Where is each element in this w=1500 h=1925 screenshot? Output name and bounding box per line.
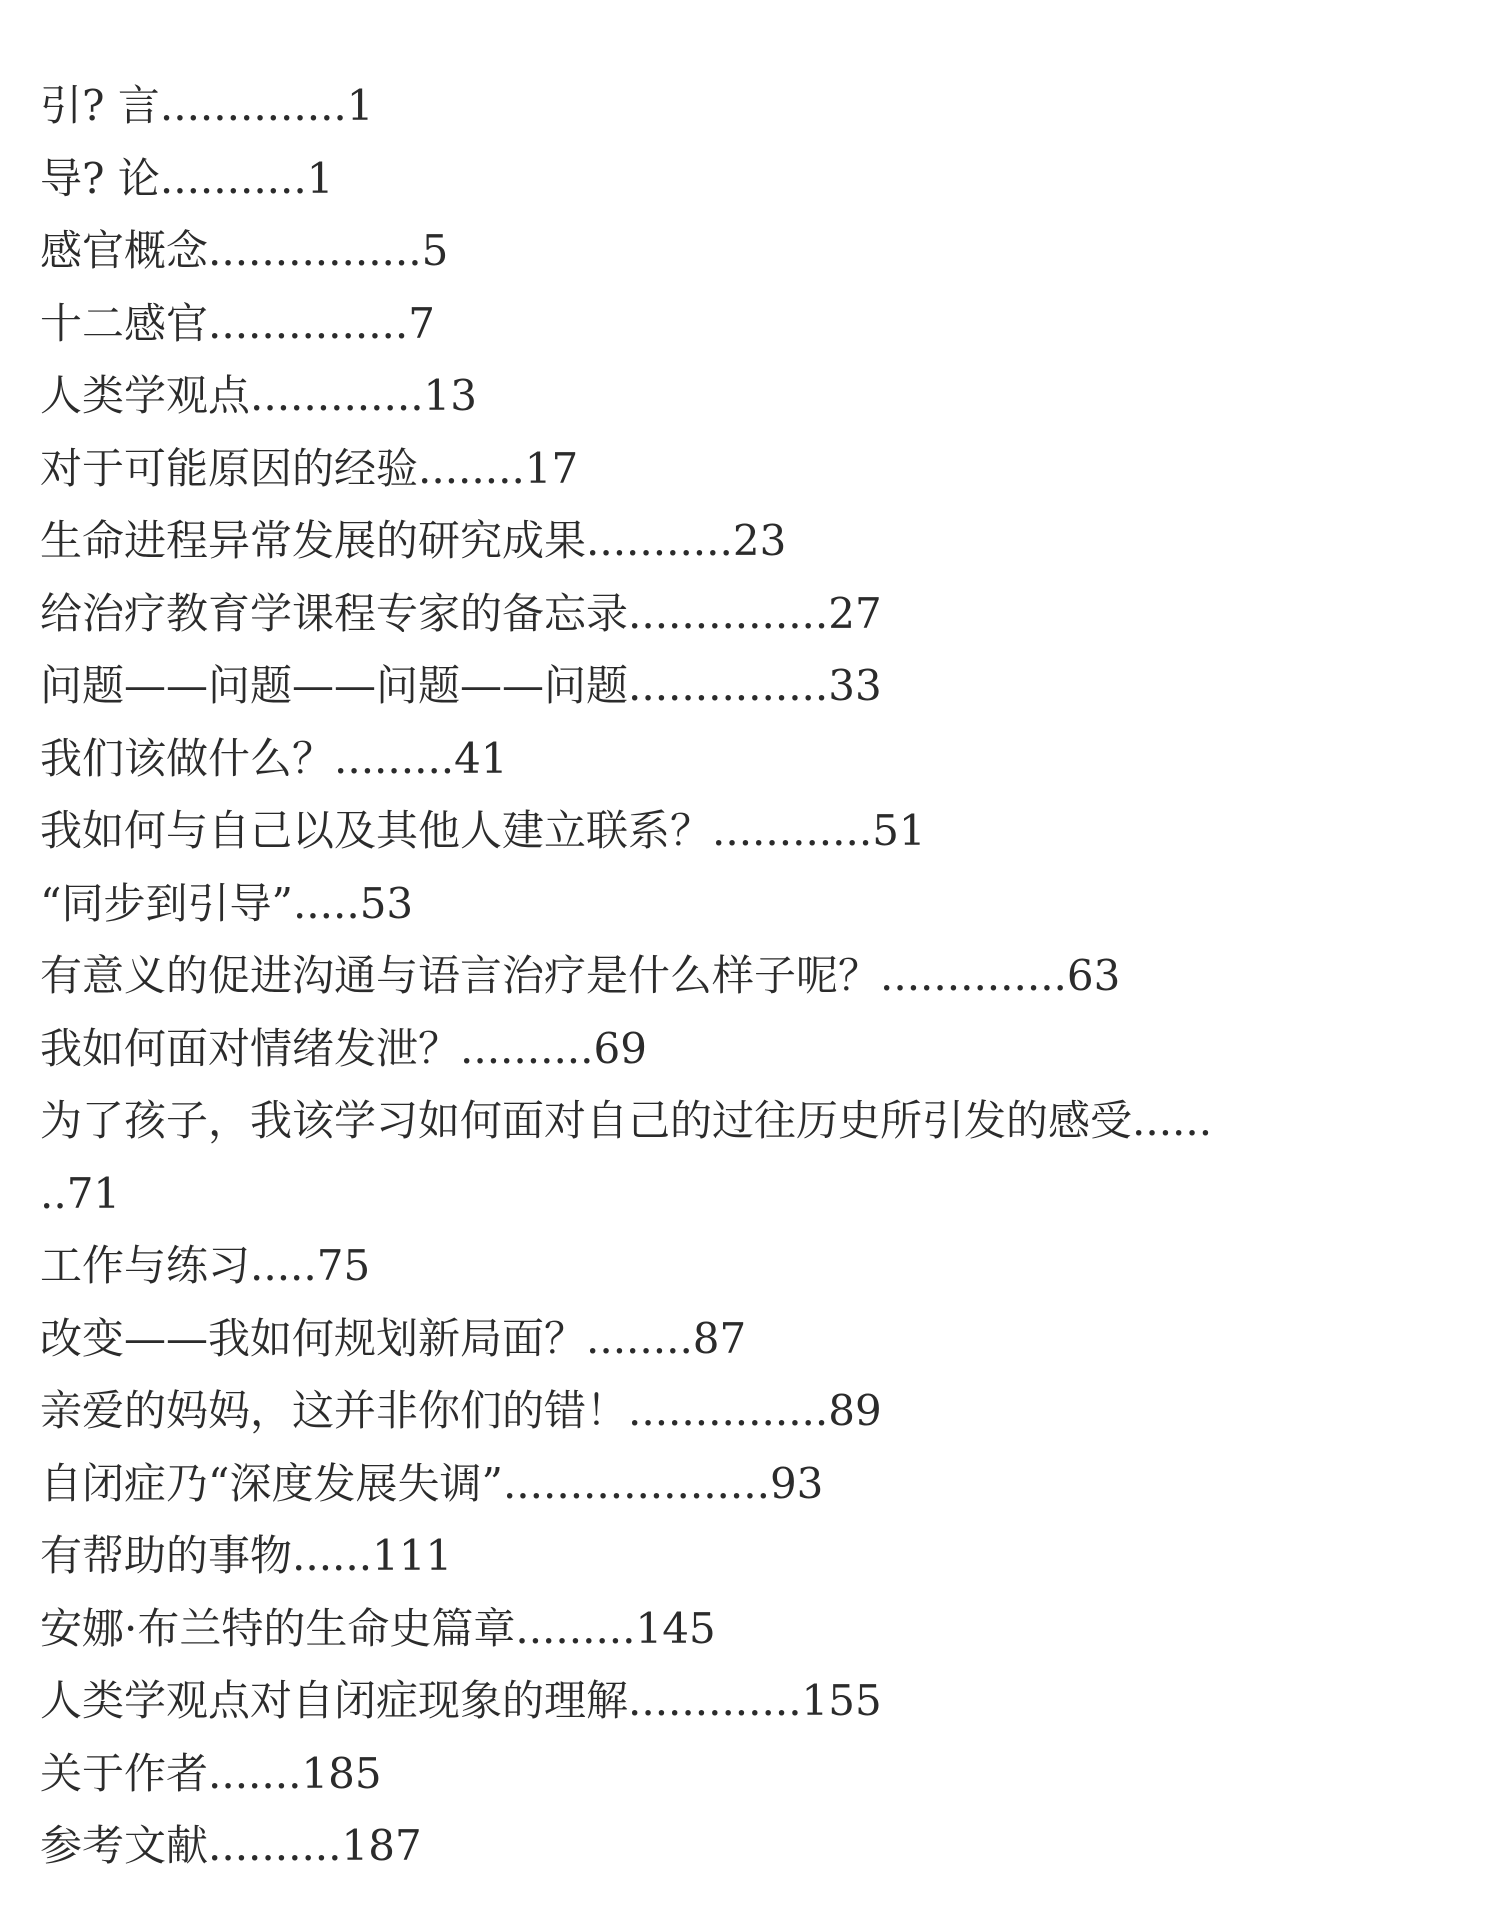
toc-entry[interactable]: 我们该做什么？.........41 — [40, 733, 508, 783]
toc-entry[interactable]: “同步到引导”.....53 — [40, 878, 414, 928]
toc-entry[interactable]: 为了孩子，我该学习如何面对自己的过往历史所引发的感受...... — [40, 1096, 1213, 1145]
toc-entry[interactable]: 自闭症乃“深度发展失调”....................93 — [40, 1458, 824, 1508]
toc-entry[interactable]: 我如何与自己以及其他人建立联系？............51 — [40, 806, 926, 855]
toc-entry[interactable]: 导? 论...........1 — [40, 153, 334, 203]
toc-entry[interactable]: 感官概念................5 — [40, 226, 449, 275]
toc-entry[interactable]: 我如何面对情绪发泄？..........69 — [40, 1023, 647, 1073]
toc-entry[interactable]: 问题——问题——问题——问题...............33 — [40, 661, 882, 710]
table-of-contents — [0, 70, 1500, 1883]
toc-entry[interactable]: 关于作者.......185 — [40, 1748, 382, 1798]
toc-entry[interactable]: 十二感官...............7 — [40, 298, 435, 348]
toc-entry[interactable]: 人类学观点对自闭症现象的理解.............155 — [40, 1676, 882, 1725]
toc-entry[interactable]: 有帮助的事物......111 — [40, 1531, 453, 1580]
toc-entry[interactable]: 对于可能原因的经验........17 — [40, 443, 579, 493]
toc-entry[interactable]: 参考文献..........187 — [40, 1821, 422, 1870]
toc-entry[interactable]: 人类学观点.............13 — [40, 371, 478, 420]
toc-entry[interactable]: 有意义的促进沟通与语言治疗是什么样子呢？..............63 — [40, 951, 1121, 1000]
toc-entry[interactable]: 安娜·布兰特的生命史篇章.........145 — [40, 1603, 716, 1653]
toc-entry[interactable]: 改变——我如何规划新局面？........87 — [40, 1313, 747, 1363]
toc-entry[interactable]: 引? 言..............1 — [40, 81, 374, 130]
toc-entry-continuation[interactable]: ..71 — [40, 1168, 121, 1218]
toc-entry[interactable]: 亲爱的妈妈，这并非你们的错！...............89 — [40, 1386, 882, 1435]
toc-entry[interactable]: 给治疗教育学课程专家的备忘录...............27 — [40, 588, 882, 638]
toc-entry[interactable]: 生命进程异常发展的研究成果...........23 — [40, 516, 787, 565]
toc-entry[interactable]: 工作与练习.....75 — [40, 1241, 371, 1290]
